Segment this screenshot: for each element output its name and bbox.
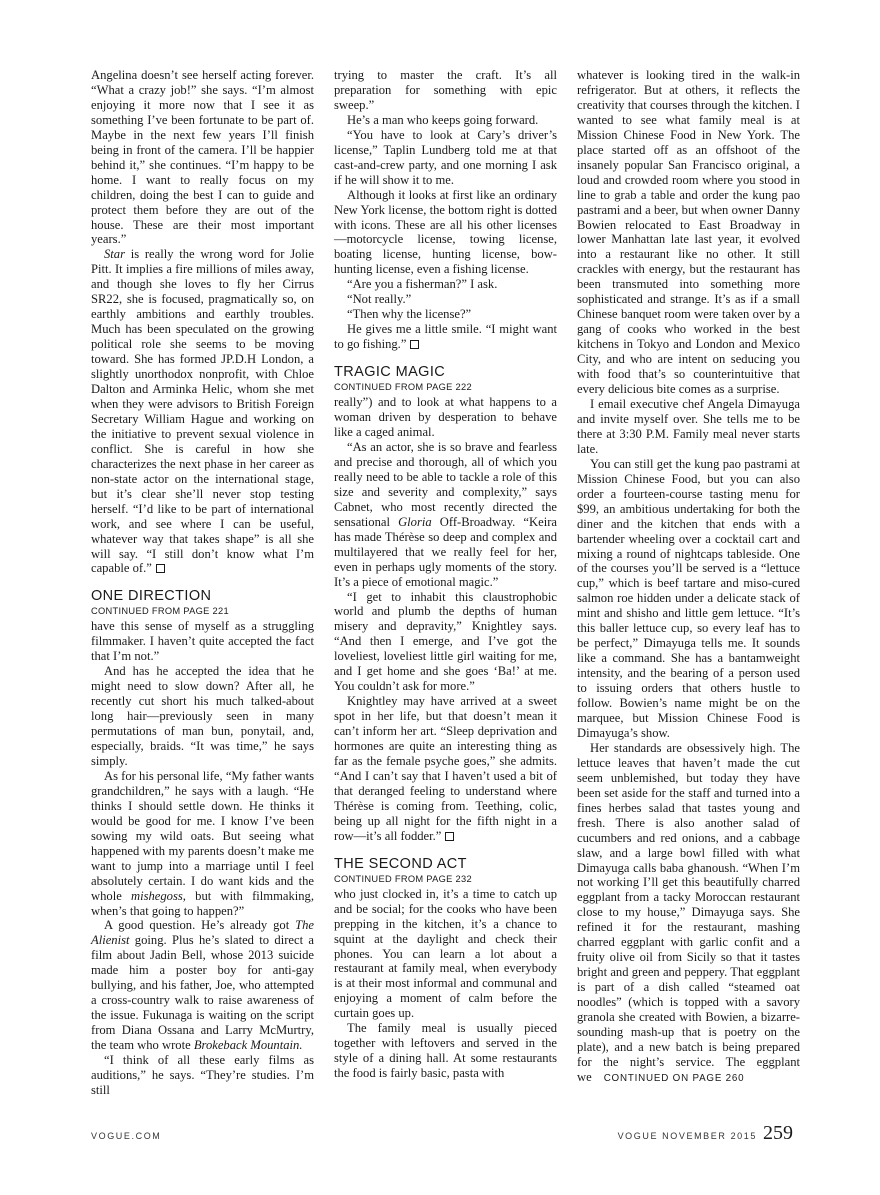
paragraph: have this sense of myself as a struggling filmmaker. I haven’t quite accepted the fact that I’m not.” [91, 619, 314, 664]
paragraph: And has he accepted the idea that he might need to slow down? After all, he recently cut short his much talked-about long hair—previously seen in many permutations of man bun, ponytail, and, especially, braids. “It was time,” he says simply. [91, 664, 314, 768]
paragraph: who just clocked in, it’s a time to catch up and be social; for the cooks who have been prepping in the kitchen, it’s a chance to squint at the daylight and check their phones. You can learn a lot about a restaurant at family meal, when everybody is at their most informal and communal and enjoying a moment of calm before the curtain goes up. [334, 886, 557, 1021]
paragraph: Knightley may have arrived at a sweet spot in her life, but that doesn’t mean it can’t inform her art. “Sleep deprivation and hormones are quite an interesting thing as far as the female psyche goes,” she admits. “And I can’t say that I haven’t used a bit of that deranged feeling to understand where Thérèse is coming from. Teething, colic, being up all night for the fifth night in a row—it’s all fodder.” [334, 694, 557, 843]
section-heading: ONE DIRECTION [91, 588, 212, 605]
paragraph: “Then why the license?” [347, 307, 472, 322]
paragraph: “I think of all these early films as auditions,” he says. “They’re studies. I’m still [91, 1053, 314, 1097]
paragraph [91, 918, 314, 1053]
footer-folio [618, 1122, 793, 1145]
continued-from: CONTINUED FROM PAGE 221 [91, 606, 229, 617]
paragraph-text: going. Plus he’s slated to direct a film about Jadin Bell, whose 2013 suicide made him a poster boy for anti-gay bullying, and his father, Joe, who attempted a cross-country walk to raise awareness of the issue. Fukunaga is waiting on the script from Diana Ossana and Larry McMurtry, the team who wrote [91, 933, 314, 1053]
column-2 [334, 68, 557, 1081]
column-1 [91, 68, 314, 1098]
paragraph-text: is really the wrong word for Jolie Pitt. It implies a fire millions of miles away, and though she loves to fly her Cirrus SR22, she is focused, pragmatically so, on earthly ambitions and earthly troubles. Much has been speculated on the growing political role she seems to be moving toward. She has formed JP.D.H London, a slightly unorthodox nonprofit, with Chloe Dalton and Arminka Helic, whom she met when they were advisors to British Foreign Secretary William Hague and working on the initiative to prevent sexual violence in conflict. She is careful in how she characterizes the next phase in her career as non-state actor on the international stage, but it’s clear she’ll never stop testing herself. “I’d like to be part of international work, and see where I can be useful, whatever way that takes shape” is all she will say. “I still don’t know what I’m capable of.” [91, 247, 314, 576]
continued-from: CONTINUED FROM PAGE 232 [334, 873, 472, 884]
paragraph: The family meal is usually pieced together with leftovers and served in the style of a dining hall. At some restaurants the food is fairly basic, pasta with [334, 1021, 557, 1081]
footer-site: VOGUE.COM [91, 1131, 162, 1141]
paragraph-text: “As an actor, she is so brave and fearless and precise and thorough, all of which you really need to be able to tackle a role of this size and severity and complexity,” says Cabnet, who most recently directed the sensational [334, 439, 557, 529]
paragraph: whatever is looking tired in the walk-in refrigerator. But at others, it reflects the creativity that courses through the kitchen. I wanted to see what family meal is at Mission Chinese Food in New York. The place started off as an offshoot of the insanely popular San Francisco original, a loud and crowded room where you stood in line to grab a table and order the kung pao pastrami and a beer, but when owner Danny Bowien relocated to East Broadway in lower Manhattan late last year, it evolved into a restaurant like no other. It still crackles with energy, but the restaurant has been transmuted into something more sophisticated and strange. It’s as if a small Chinese banquet room were taken over by a gang of cooks who worked in the best kitchens in Tokyo and London and Mexico City, and who are intent on seducing you with food that’s so counterintuitive that every delicious bite comes as a surprise. [577, 68, 800, 397]
paragraph: He gives me a little smile. “I might want to go fishing.” [334, 322, 557, 352]
paragraph: “You have to look at Cary’s driver’s license,” Taplin Lundberg told me at that cast-and-crew party, and one morning I ask if he will show it to me. [334, 127, 557, 187]
paragraph [577, 741, 800, 1087]
continued-from: CONTINUED FROM PAGE 222 [334, 382, 472, 393]
paragraph: He’s a man who keeps going forward. [347, 112, 539, 127]
column-3 [577, 68, 800, 1087]
paragraph: I email executive chef Angela Dimayuga and invite myself over. She tells me to be there at 3:30 P.M. Family meal never starts late. [577, 396, 800, 456]
paragraph [91, 769, 314, 919]
paragraph: “I get to inhabit this claustrophobic world and plumb the depths of human misery and depravity,” Knightley says. “And then I emerge, and I’ve got the loveliest, loveliest little girl waiting for me, and I get home and she goes ‘Ba!’ at me. You couldn’t ask for more.” [334, 589, 557, 694]
paragraph [334, 440, 557, 590]
paragraph: Although it looks at first like an ordinary New York license, the bottom right is dotted with icons. These are all his other licenses—motorcycle license, towing license, boating license, hunting license, bow-hunting license, even a fishing license. [334, 187, 557, 277]
footer-issue: VOGUE NOVEMBER 2015 [617, 1131, 757, 1141]
paragraph-text: Her standards are obsessively high. The lettuce leaves that haven’t made the cut seem unblemished, but today they have been set aside for the staff and turned into a fines herbes salad that tastes young and fresh. There is also another salad of cucumbers and red onions, and a cabbage slaw, and a large bowl filled with what Dimayuga calls baba ghanoush. “When I’m not working I’ll get this beautifully charred eggplant from a tacky Moroccan restaurant close to my house,” Dimayuga says. She refined it for the restaurant, mashing charred eggplant with garlic confit and a fruity olive oil from Sicily so that it tastes bright and green and peppery. That eggplant is part of a dish called “steamed oat noodles” (which is topped with a savory granola she created with Bowien, a bizarre-sounding mash-up that is poetry on the plate), and a new batch is being prepared for the night’s service. The eggplant we [577, 740, 800, 1084]
paragraph: “Not really.” [347, 292, 412, 307]
emphasis: The Alienist [91, 918, 314, 948]
page-number: 259 [763, 1122, 793, 1144]
paragraph: really”) and to look at what happens to a woman driven by desperation to behave like a caged animal. [334, 395, 557, 440]
paragraph: “Are you a fisherman?” I ask. [347, 277, 498, 292]
emphasis: mishegoss, [131, 888, 186, 903]
paragraph-text: As for his personal life, “My father wants grandchildren,” he says with a laugh. “He thinks I should settle down. He thinks it would be good for me. I know I’ve been sowing my wild oats. But seeing what happened with my parents doesn’t make me want to jump into a marriage until I feel absolutely certain. I do want kids and the whole [91, 768, 314, 903]
paragraph-text: A good question. He’s already got [104, 918, 296, 933]
continued-on: CONTINUED ON PAGE 260 [603, 1072, 745, 1084]
paragraph [91, 247, 314, 576]
emphasis: Gloria [398, 514, 432, 529]
paragraph: trying to master the craft. It’s all preparation for something with epic sweep.” [334, 68, 557, 112]
paragraph-text: but with filmmaking, when’s that going to happen?” [91, 888, 314, 918]
emphasis: Brokeback Mountain. [193, 1038, 303, 1053]
section-heading: THE SECOND ACT [334, 855, 467, 872]
emphasis: Star [104, 247, 125, 262]
paragraph: Angelina doesn’t see herself acting forever. “What a crazy job!” she says. “I’m almost enjoying it more now that I see it as something I’ve been fortunate to be part of. Maybe in the next few years I’ll finish being in front of the camera. I’ll be happier behind it,” she continues. “I’m happy to be home. I want to really focus on my children, doing the best I can to guide and protect them before they are out of the house. These are their most important years.” [91, 68, 314, 247]
section-heading: TRAGIC MAGIC [334, 364, 446, 381]
paragraph-text: Off-Broadway. “Keira has made Thérèse so deep and complex and multilayered that we really feel for her, even in perhaps ugly moments of the story. It’s a piece of emotional magic.” [334, 514, 557, 589]
paragraph: You can still get the kung pao pastrami at Mission Chinese Food, but you can also order a fourteen-course tasting menu for $99, an ambitious undertaking for both the diner and the kitchen that ends with a bartender wheeling over a cocktail cart and mixing a round of nightcaps tableside. One of the courses you’ll be served is a “lettuce cup,” which is beef tartare and miso-cured salmon roe hidden under a delicate stack of mint and shisho and little gem lettuce. “It’s this baller lettuce cup, so every leaf has to be perfect,” Dimayuga tells me. It sounds like a command. She has a bantamweight intensity, and the bearing of a person used to issuing orders that others hustle to follow. Bowien’s name might be on the marquee, but Mission Chinese Food is Dimayuga’s show. [577, 456, 800, 740]
